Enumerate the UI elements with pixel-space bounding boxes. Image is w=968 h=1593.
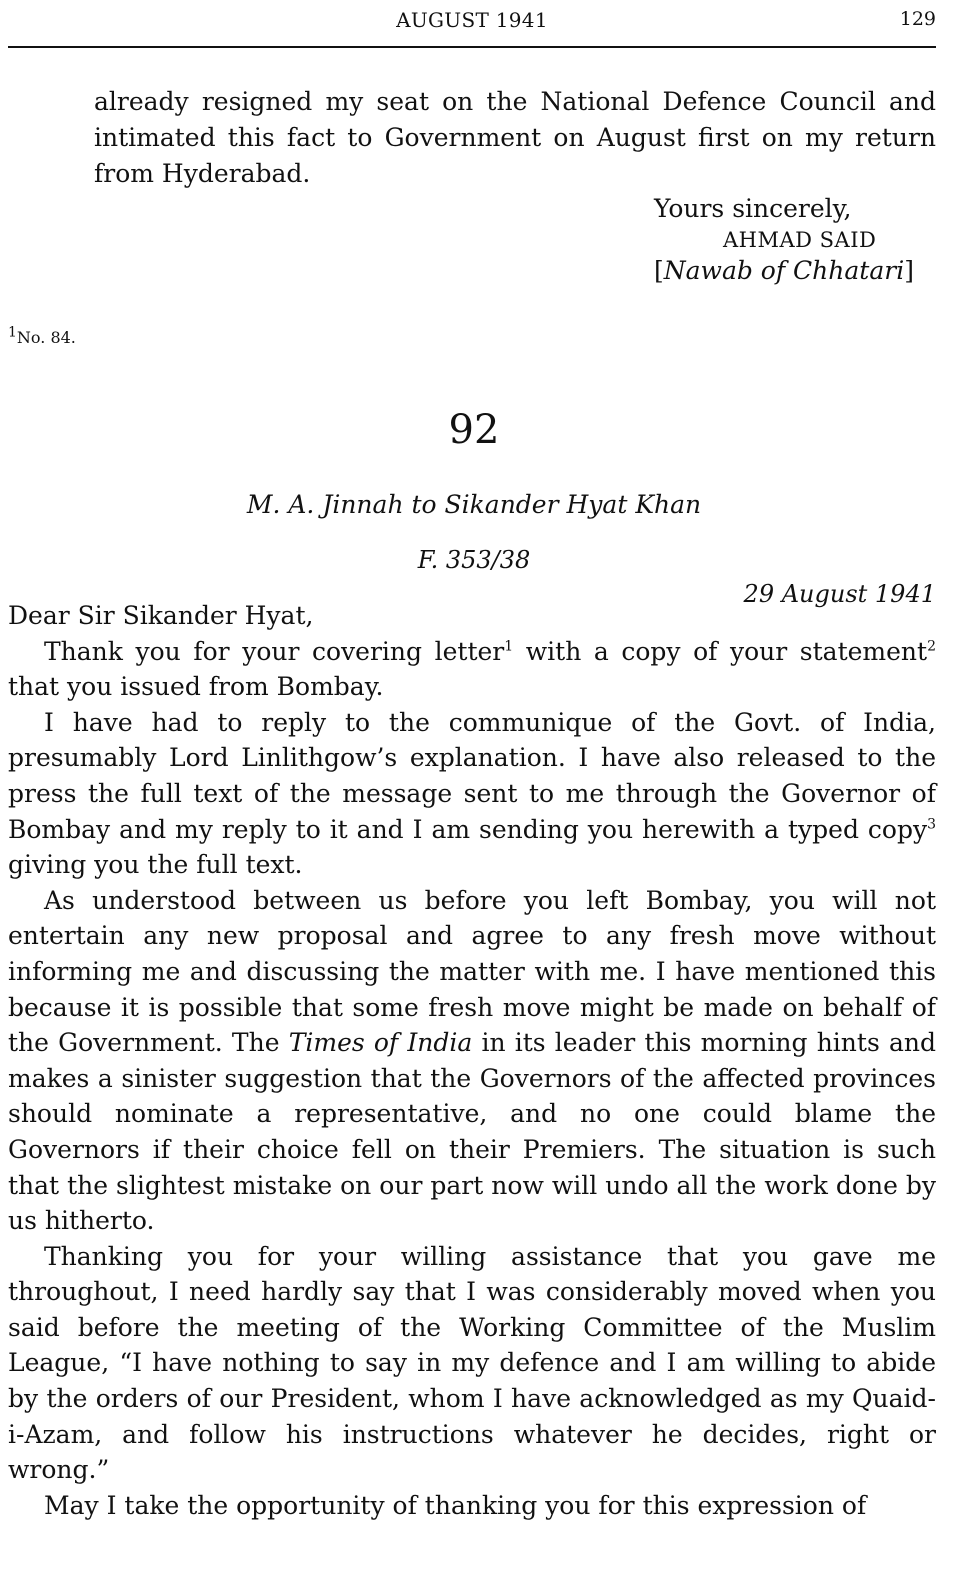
salutation: Dear Sir Sikander Hyat,: [8, 601, 314, 630]
footnote-text: No. 84.: [16, 328, 76, 347]
footnote-mark: 1: [8, 324, 17, 341]
letter-closing: Yours sincerely,: [654, 194, 852, 223]
paragraph-3: As understood between us before you left Bombay, you will not entertain any new proposal and agree to any fresh move without informing me and discussing the matter with me. I have mentioned this because it is possible that some fresh move might be made on behalf of the Government. The Times of India in its leader this morning hints and makes a sinister suggestion that the Governors of the affected provinces should nominate a representative, and no one could blame the Governors if their choice fell on their Premiers. The situation is such that the slightest mistake on our part now will undo all the work done by us hitherto.: [8, 885, 936, 1236]
header-rule: [8, 46, 936, 48]
footnote-ref-1: 1: [504, 638, 514, 655]
signer-name: AHMAD SAID: [723, 228, 877, 252]
paragraph-5: May I take the opportunity of thanking you for this expression of: [44, 1490, 867, 1520]
footnote-ref-3: 3: [927, 816, 936, 833]
newspaper-title: Times of India: [288, 1028, 473, 1058]
running-title: AUGUST 1941: [396, 8, 548, 32]
letter-date: 29 August 1941: [743, 580, 936, 608]
document-correspondents: M. A. Jinnah to Sikander Hyat Khan: [246, 490, 702, 519]
paragraph-1: Thank you for your covering letter$^1$ with a copy of your statement$^2$ that you issued from Bombay.: [8, 636, 937, 702]
document-number: 92: [448, 407, 500, 453]
page-number: 129: [899, 8, 936, 30]
file-reference: F. 353/38: [417, 546, 531, 574]
paragraph-2: I have had to reply to the communique of the Govt. of India, presumably Lord Linlithgow’s explanation. I have also released to the press the full text of the message sent to me through the Governor of Bombay and my reply to it and I am sending you herewith a typed copy$^3$ giving you the full text.: [8, 707, 936, 880]
page-header: [8, 4, 936, 38]
signer-title: [Nawab of Chhatari]: [654, 256, 914, 285]
letter-body: [8, 598, 936, 1523]
previous-letter-continuation: already resigned my seat on the National Defence Council and intimated this fact to Government on August first on my return from Hyderabad.: [94, 87, 936, 188]
footnote: [8, 324, 76, 347]
paragraph-4: Thanking you for your willing assistance that you gave me throughout, I need hardly say that I was considerably moved when you said before the meeting of the Working Committee of the Muslim League, “I have nothing to say in my defence and I am willing to abide by the orders of our President, whom I have acknowledged as my Quaid-i-Azam, and follow his instructions whatever he decides, right or wrong.”: [8, 1241, 936, 1485]
footnote-ref-2: 2: [927, 638, 937, 655]
